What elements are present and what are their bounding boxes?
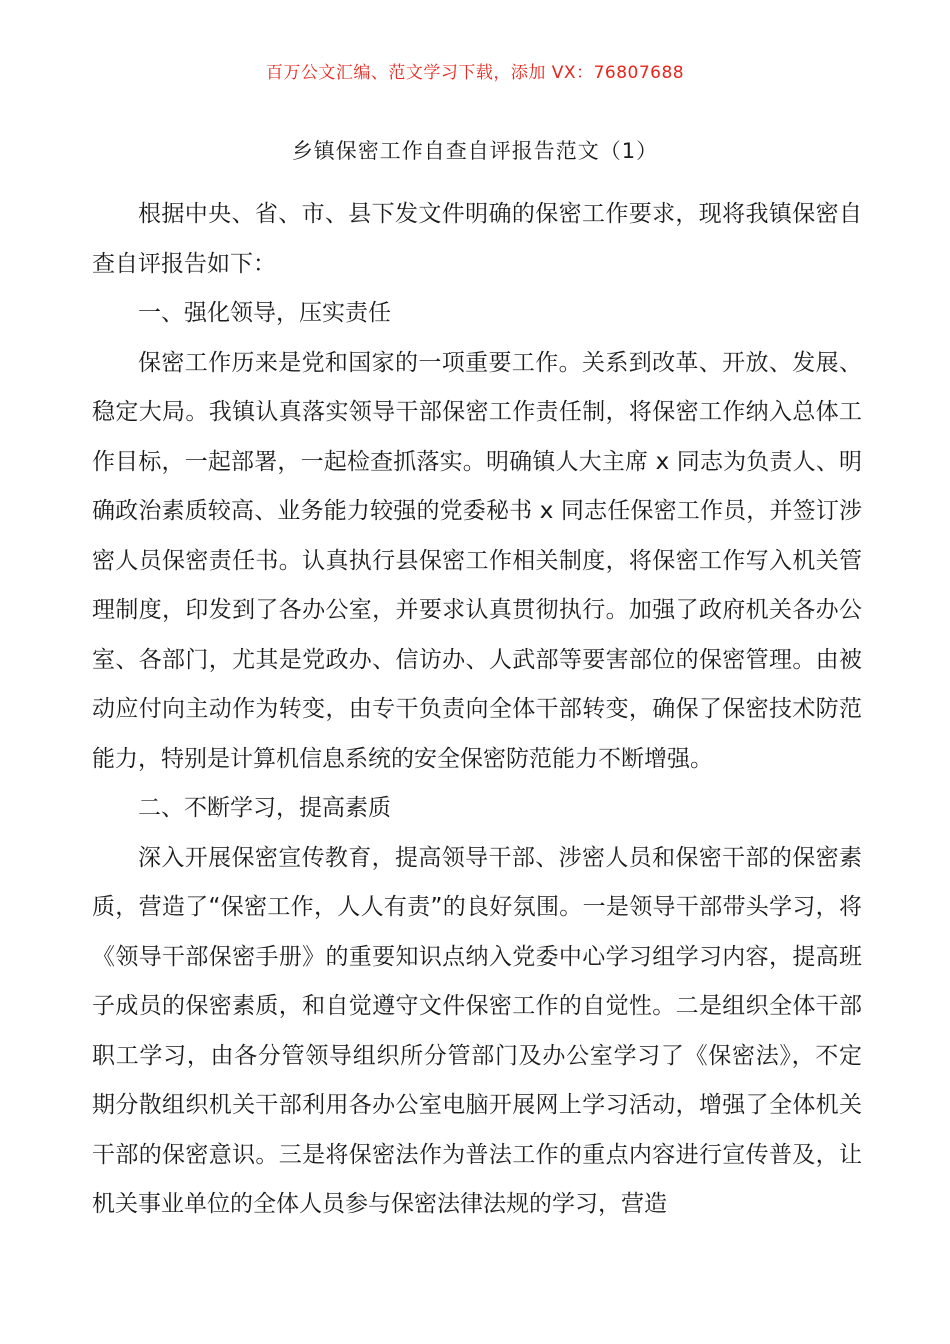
document-title: 乡镇保密工作自查自评报告范文（1） [291, 139, 659, 163]
header-banner: 百万公文汇编、范文学习下载，添加 VX：76807688 [265, 63, 685, 83]
section-2-paragraph: 深入开展保密宣传教育，提高领导干部、涉密人员和保密干部的保密素质，营造了“保密工作，人人有责”的良好氛围。一是领导干部带头学习，将《领导干部保密手册》的重要知识点纳入党委中心学习组学习内容，提高班子成员的保密素质，和自觉遵守文件保密工作的自觉性。二是组织全体干部职工学习，由各分管领导组织所分管部门及办公室学习了《保密法》，不定期分散组织机关干部利用各办公室电脑开展网上学习活动，增强了全体机关干部的保密意识。三是将保密法作为普法工作的重点内容进行宣传普及，让机关事业单位的全体人员参与保密法律法规的学习，营造 [92, 844, 862, 1217]
section-heading-2: 二、不断学习，提高素质 [138, 795, 391, 821]
section-1-paragraph: 保密工作历来是党和国家的一项重要工作。关系到改革、开放、发展、稳定大局。我镇认真落实领导干部保密工作责任制，将保密工作纳入总体工作目标，一起部署，一起检查抓落实。明确镇人大主席 x 同志为负责人、明确政治素质较高、业务能力较强的党委秘书 x 同志任保密工作员，并签订涉密人员保密责任书。认真执行县保密工作相关制度，将保密工作写入机关管理制度，印发到了各办公室，并要求认真贯彻执行。加强了政府机关各办公室、各部门，尤其是党政办、信访办、人武部等要害部位的保密管理。由被动应付向主动作为转变，由专干负责向全体干部转变，确保了保密技术防范能力，特别是计算机信息系统的安全保密防范能力不断增强。 [92, 349, 862, 772]
intro-paragraph: 根据中央、省、市、县下发文件明确的保密工作要求，现将我镇保密自查自评报告如下： [92, 201, 862, 277]
section-heading-1: 一、强化领导，压实责任 [138, 300, 391, 326]
document-body [92, 190, 862, 1230]
